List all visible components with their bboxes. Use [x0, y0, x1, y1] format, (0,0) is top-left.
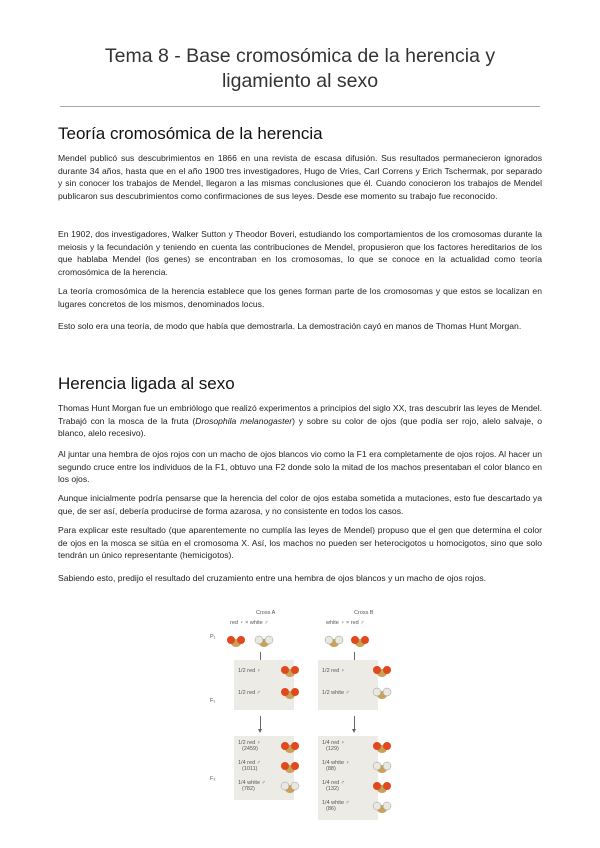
paragraph: Para explicar este resultado (que aparentemente no cumplía las leyes de Mendel) propuso que el gen que determina el color de ojos en la mosca se sitúa en el cromosoma X. Así, los machos no pueden ser heterocigotos u homocigotos, sino que solo tendrán un único representante (hemicigotos).: [58, 525, 542, 561]
cell-count: (2459): [242, 746, 258, 752]
fly-red-eyed: [280, 740, 300, 754]
fly-white-eyed: [372, 800, 392, 814]
cell-text: 1/2 white ♂: [322, 690, 350, 696]
paragraph: Esto solo era una teoría, de modo que había que demostrarla. La demostración cayó en manos de Thomas Hunt Morgan.: [58, 321, 522, 331]
species-name: Drosophila melanogaster: [195, 415, 293, 426]
document-title-line2: ligamiento al sexo: [221, 70, 379, 92]
p1-label: P₁: [210, 634, 216, 640]
cell-text: 1/4 red ♂: [322, 780, 345, 786]
cell-count: (782): [242, 786, 255, 792]
fly-red-eyed: [372, 740, 392, 754]
cell-count: (129): [326, 746, 339, 752]
cross-diagram: [208, 608, 428, 846]
cell-text: 1/2 red ♀: [238, 668, 261, 674]
document-title: [60, 44, 540, 94]
cross-b-parents: white ♀ × red ♂: [326, 620, 365, 626]
cell-count: (1011): [242, 766, 258, 772]
fly-red-eyed: [280, 760, 300, 774]
fly-red-eyed: [226, 634, 246, 648]
cell-text: 1/4 white ♂: [322, 800, 350, 806]
cross-a-header: Cross A: [256, 610, 276, 616]
cell-text: 1/2 red ♀: [322, 668, 345, 674]
cell-count: (88): [326, 766, 336, 772]
paragraph: La teoría cromosómica de la herencia establece que los genes forman parte de los cromosomas y que estos se localizan en lugares concretos de los mismos, denominados locus.: [58, 286, 542, 309]
cell-text: 1/4 white ♀: [322, 760, 350, 766]
cell-text: 1/4 white ♂: [238, 780, 266, 786]
fly-white-eyed: [254, 634, 274, 648]
section-heading-herencia: Herencia ligada al sexo: [58, 374, 235, 393]
fly-red-eyed: [280, 686, 300, 700]
cell-count: (132): [326, 786, 339, 792]
paragraph: Thomas Hunt Morgan fue un embriólogo que realizó experimentos a principios del siglo XX, tras descubrir las leyes de Mendel. Trabajó con la mosca de la fruta (Drosophila melanogaster) y sobre su color de ojos (que podía ser rojo, alelo salvaje, o blanco, alelo recesivo).: [58, 403, 542, 439]
document-title-line1: Tema 8 - Base cromosómica de la herencia y: [104, 45, 496, 67]
cross-a-parents: red ♀ × white ♂: [230, 620, 269, 626]
cell-text: 1/4 red ♂: [238, 760, 261, 766]
cell-text: 1/4 red ♀: [322, 740, 345, 746]
paragraph: Mendel publicó sus descubrimientos en 1866 en una revista de escasa difusión. Sus resultados permanecieron ignorados durante 34 años, hasta que en el año 1900 tres investigadores, Hugo de Vries, Carl Correns y Erich Tschermak, por separado y sin conocer los trabajos de Mendel, llegaron a las mismas conclusiones que él. Cuando conocieron los trabajos de Mendel publicaron sus descubrimientos como confirmaciones de sus leyes. Desde ese momento su trabajo fue reconocido.: [58, 153, 542, 201]
paragraph: En 1902, dos investigadores, Walker Sutton y Theodor Boveri, estudiando los comportamientos de los cromosomas durante la meiosis y la fecundación y teniendo en cuenta las contribuciones de Mendel, propusieron que los factores hereditarios de los que hablaba Mendel (los genes) se encontraban en los cromosomas, lo que se conoce en la actualidad como teoría cromosómica de la herencia.: [58, 229, 542, 277]
paragraph: Sabiendo esto, predijo el resultado del cruzamiento entre una hembra de ojos blancos y un macho de ojos rojos.: [58, 573, 487, 583]
cell-text: 1/2 red ♂: [238, 690, 261, 696]
cell-count: (86): [326, 806, 336, 812]
paragraph: Aunque inicialmente podría pensarse que la herencia del color de ojos estaba sometida a mutaciones, esto fue descartado ya que, de ser así, debería producirse de forma azarosa, y no consistente en todos los casos.: [58, 493, 542, 516]
fly-red-eyed: [280, 664, 300, 678]
fly-white-eyed: [324, 634, 344, 648]
fly-red-eyed: [350, 634, 370, 648]
fly-white-eyed: [372, 760, 392, 774]
title-divider: [60, 106, 540, 107]
fly-white-eyed: [280, 780, 300, 794]
paragraph: Al juntar una hembra de ojos rojos con un macho de ojos blancos vio como la F1 era completamente de ojos rojos. Al hacer un segundo cruce entre los individuos de la F1, obtuvo una F2 donde solo la mitad de los machos presentaban el color blanco en los ojos.: [58, 449, 542, 485]
f2-label: F₂: [210, 776, 216, 782]
fly-red-eyed: [372, 780, 392, 794]
f1-label: F₁: [210, 698, 216, 704]
section-heading-teoria: Teoría cromosómica de la herencia: [58, 124, 323, 143]
cross-b-header: Cross B: [354, 610, 374, 616]
arrow-down-icon: [260, 716, 261, 730]
cell-text: 1/2 red ♀: [238, 740, 261, 746]
arrow-down-icon: [354, 716, 355, 730]
fly-red-eyed: [372, 664, 392, 678]
fly-white-eyed: [372, 686, 392, 700]
